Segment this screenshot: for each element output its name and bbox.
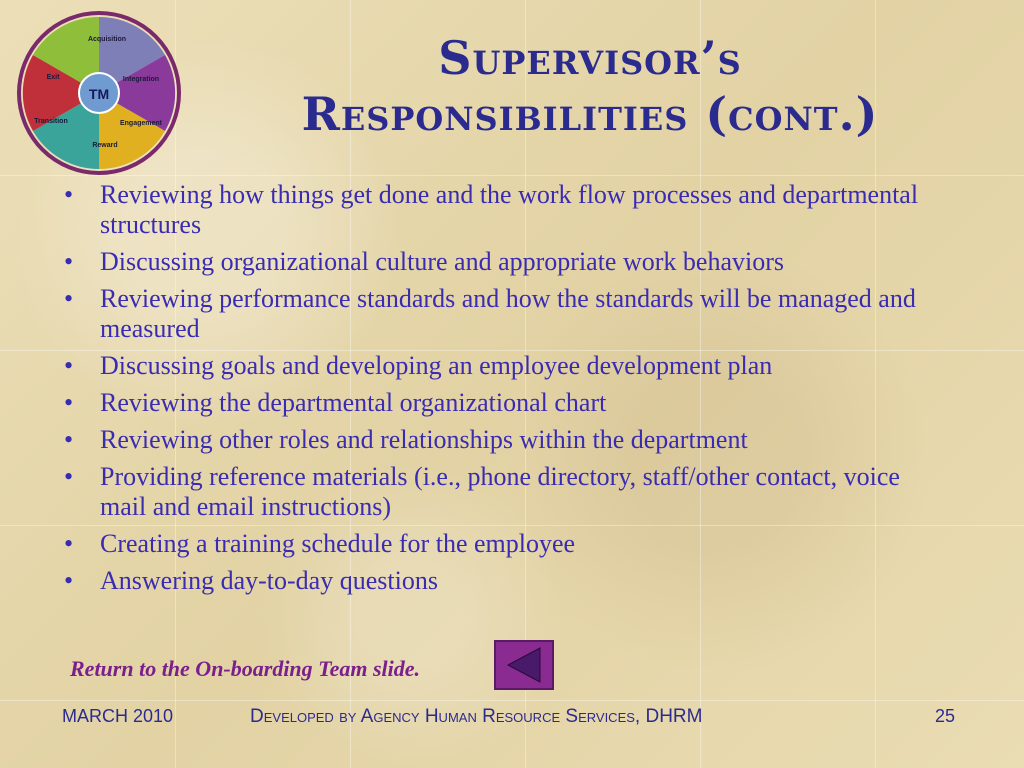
footer-credit: Developed by Agency Human Resource Services, DHRM bbox=[250, 706, 703, 727]
slide-title bbox=[200, 30, 980, 142]
logo-label-acquisition: Acquisition bbox=[87, 36, 127, 43]
list-item: • Discussing organizational culture and appropriate work behaviors bbox=[64, 247, 944, 277]
slide-title-line-2: Responsibilities (cont.) bbox=[301, 87, 879, 141]
list-item: • Reviewing performance standards and how the standards will be managed and measured bbox=[64, 284, 944, 344]
list-item: • Reviewing how things get done and the work flow processes and departmental structures bbox=[64, 180, 944, 240]
logo-label-exit: Exit bbox=[46, 74, 60, 81]
logo-label-integration: Integration bbox=[122, 76, 160, 83]
list-item: • Discussing goals and developing an employee development plan bbox=[64, 351, 944, 381]
responsibilities-list bbox=[64, 180, 944, 603]
list-item: • Answering day-to-day questions bbox=[64, 566, 944, 596]
back-button[interactable] bbox=[494, 640, 554, 690]
return-link-text[interactable]: Return to the On-boarding Team slide. bbox=[70, 656, 421, 681]
list-item: • Creating a training schedule for the employee bbox=[64, 529, 944, 559]
list-item: • Providing reference materials (i.e., phone directory, staff/other contact, voice mail and email instructions) bbox=[64, 462, 944, 522]
logo-label-transition: Transition bbox=[34, 118, 68, 125]
footer-page-number: 25 bbox=[935, 706, 956, 726]
logo-center-label: TM bbox=[88, 86, 110, 102]
logo-label-engagement: Engagement bbox=[119, 120, 163, 127]
list-item: • Reviewing other roles and relationships within the department bbox=[64, 425, 944, 455]
logo-label-reward: Reward bbox=[92, 142, 118, 149]
slide-title-line-1: Supervisor’s bbox=[438, 31, 742, 85]
list-item: • Reviewing the departmental organizational chart bbox=[64, 388, 944, 418]
footer-date: MARCH 2010 bbox=[62, 706, 174, 726]
talent-management-wheel-logo bbox=[8, 8, 190, 178]
back-arrow-icon bbox=[496, 642, 552, 688]
